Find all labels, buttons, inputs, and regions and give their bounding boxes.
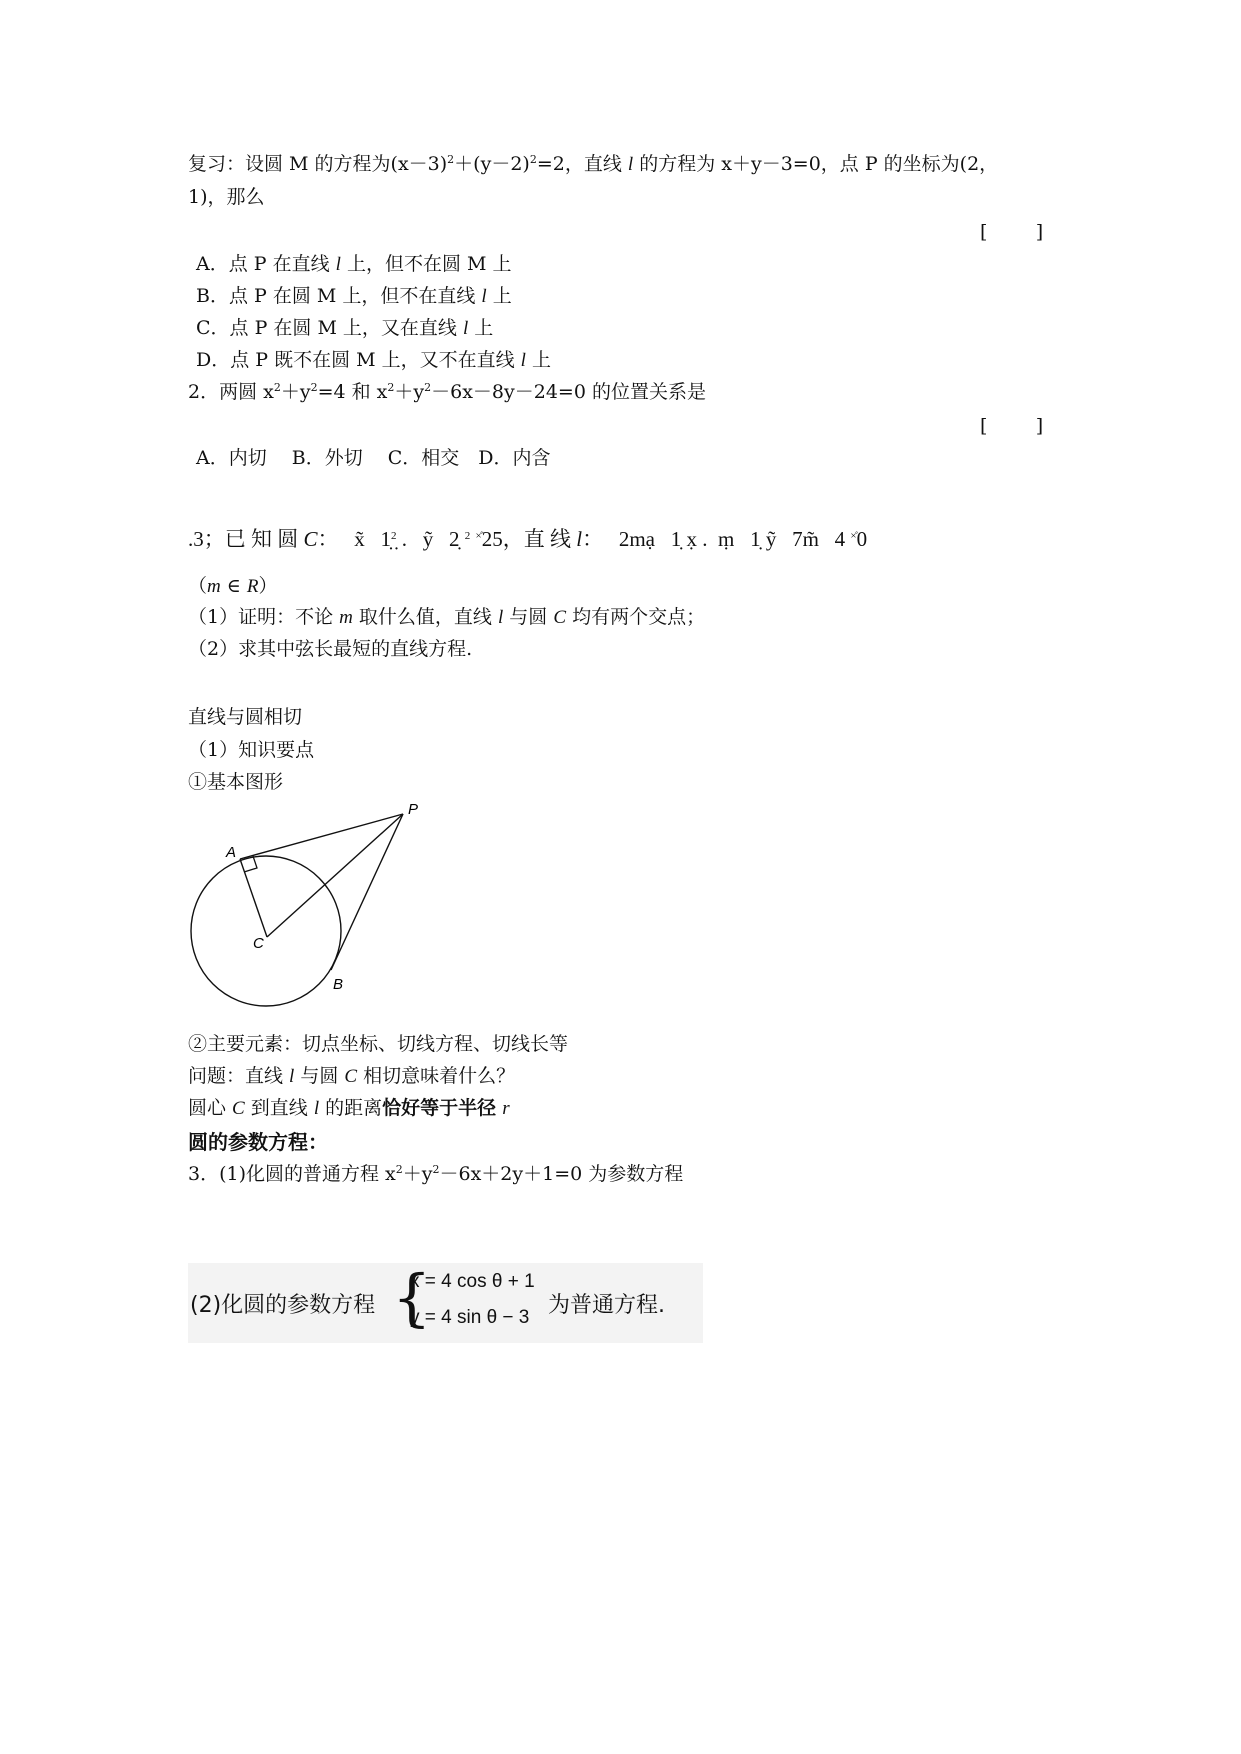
q3-part2-prefix: (2)化圆的参数方程 <box>190 1293 376 1318</box>
tangent-answer: 圆心 C 到直线 l 的距离恰好等于半径 r <box>188 1097 510 1119</box>
param-heading: 圆的参数方程： <box>188 1130 328 1154</box>
circle-c <box>191 856 344 1006</box>
review-stem-line2: 1)，那么 <box>188 186 265 208</box>
equation-x: x = 4 cos θ + 1 <box>410 1271 535 1292</box>
q3-part1: 3．(1)化圆的普通方程 $x^2+y^2-6x+2y+1=0$ 为参数方程 <box>188 1163 684 1185</box>
tangent-figure <box>180 800 440 1010</box>
q2-options: A．内切 B．外切 C．相交 D．内含 <box>196 447 551 469</box>
review-stem-line1: 复习：设圆 M 的方程为$(x-3)^2+(y-2)^2=2$，直线 l 的方程为 x＋y－3=0，点 P 的坐标为(2， <box>188 153 999 175</box>
q3-sub1: （1）证明：不论 m 取什么值，直线 l 与圆 C 均有两个交点； <box>188 606 706 628</box>
option-d: D．点 P 既不在圆 M 上，又不在直线 l 上 <box>196 349 551 371</box>
q3-stem-line2: （m ∈ R） <box>188 575 278 597</box>
radius-ca <box>240 859 267 937</box>
option-c: C．点 P 在圆 M 上，又在直线 l 上 <box>196 317 494 339</box>
label-c: C <box>253 935 264 952</box>
answer-bracket: [ ] <box>980 221 1044 243</box>
tangent-title: 直线与圆相切 <box>188 706 303 728</box>
basic-figure-label: ①基本图形 <box>188 771 284 793</box>
label-p: P <box>408 801 419 818</box>
q2-stem: 2．两圆 $x^2+y^2=4$ 和 $x^2+y^2-6x-8y-24=0$ 的位置关系是 <box>188 381 706 403</box>
label-b: B <box>333 976 344 993</box>
tangent-question: 问题：直线 l 与圆 C 相切意味着什么？ <box>188 1065 516 1087</box>
option-a: A．点 P 在直线 l 上，但不在圆 M 上 <box>196 253 512 275</box>
option-b: B．点 P 在圆 M 上，但不在直线 l 上 <box>196 285 512 307</box>
label-a: A <box>226 844 237 861</box>
param-equation-image <box>188 1263 703 1343</box>
system-brace: { <box>392 1261 432 1334</box>
equation-y: y = 4 sin θ − 3 <box>410 1307 530 1328</box>
q3-part2-suffix: 为普通方程. <box>548 1293 665 1318</box>
q3-stem-line1: .3；已 知 圆 C： x̃ 1̣$^2$̣ . ỹ 2̣ $^2$ ×̊25，直 线 l： 2mạ 1̣ x̣ . ṃ 1̣ ỹ 7m̃ 4 ×̊0 <box>188 527 868 551</box>
tangent-line-pb <box>331 814 403 970</box>
q3-sub2: （2）求其中弦长最短的直线方程. <box>188 638 473 660</box>
main-elements: ②主要元素：切点坐标、切线方程、切线长等 <box>188 1033 569 1055</box>
knowledge-points: （1）知识要点 <box>188 739 315 761</box>
q2-answer-bracket: [ ] <box>980 415 1044 437</box>
